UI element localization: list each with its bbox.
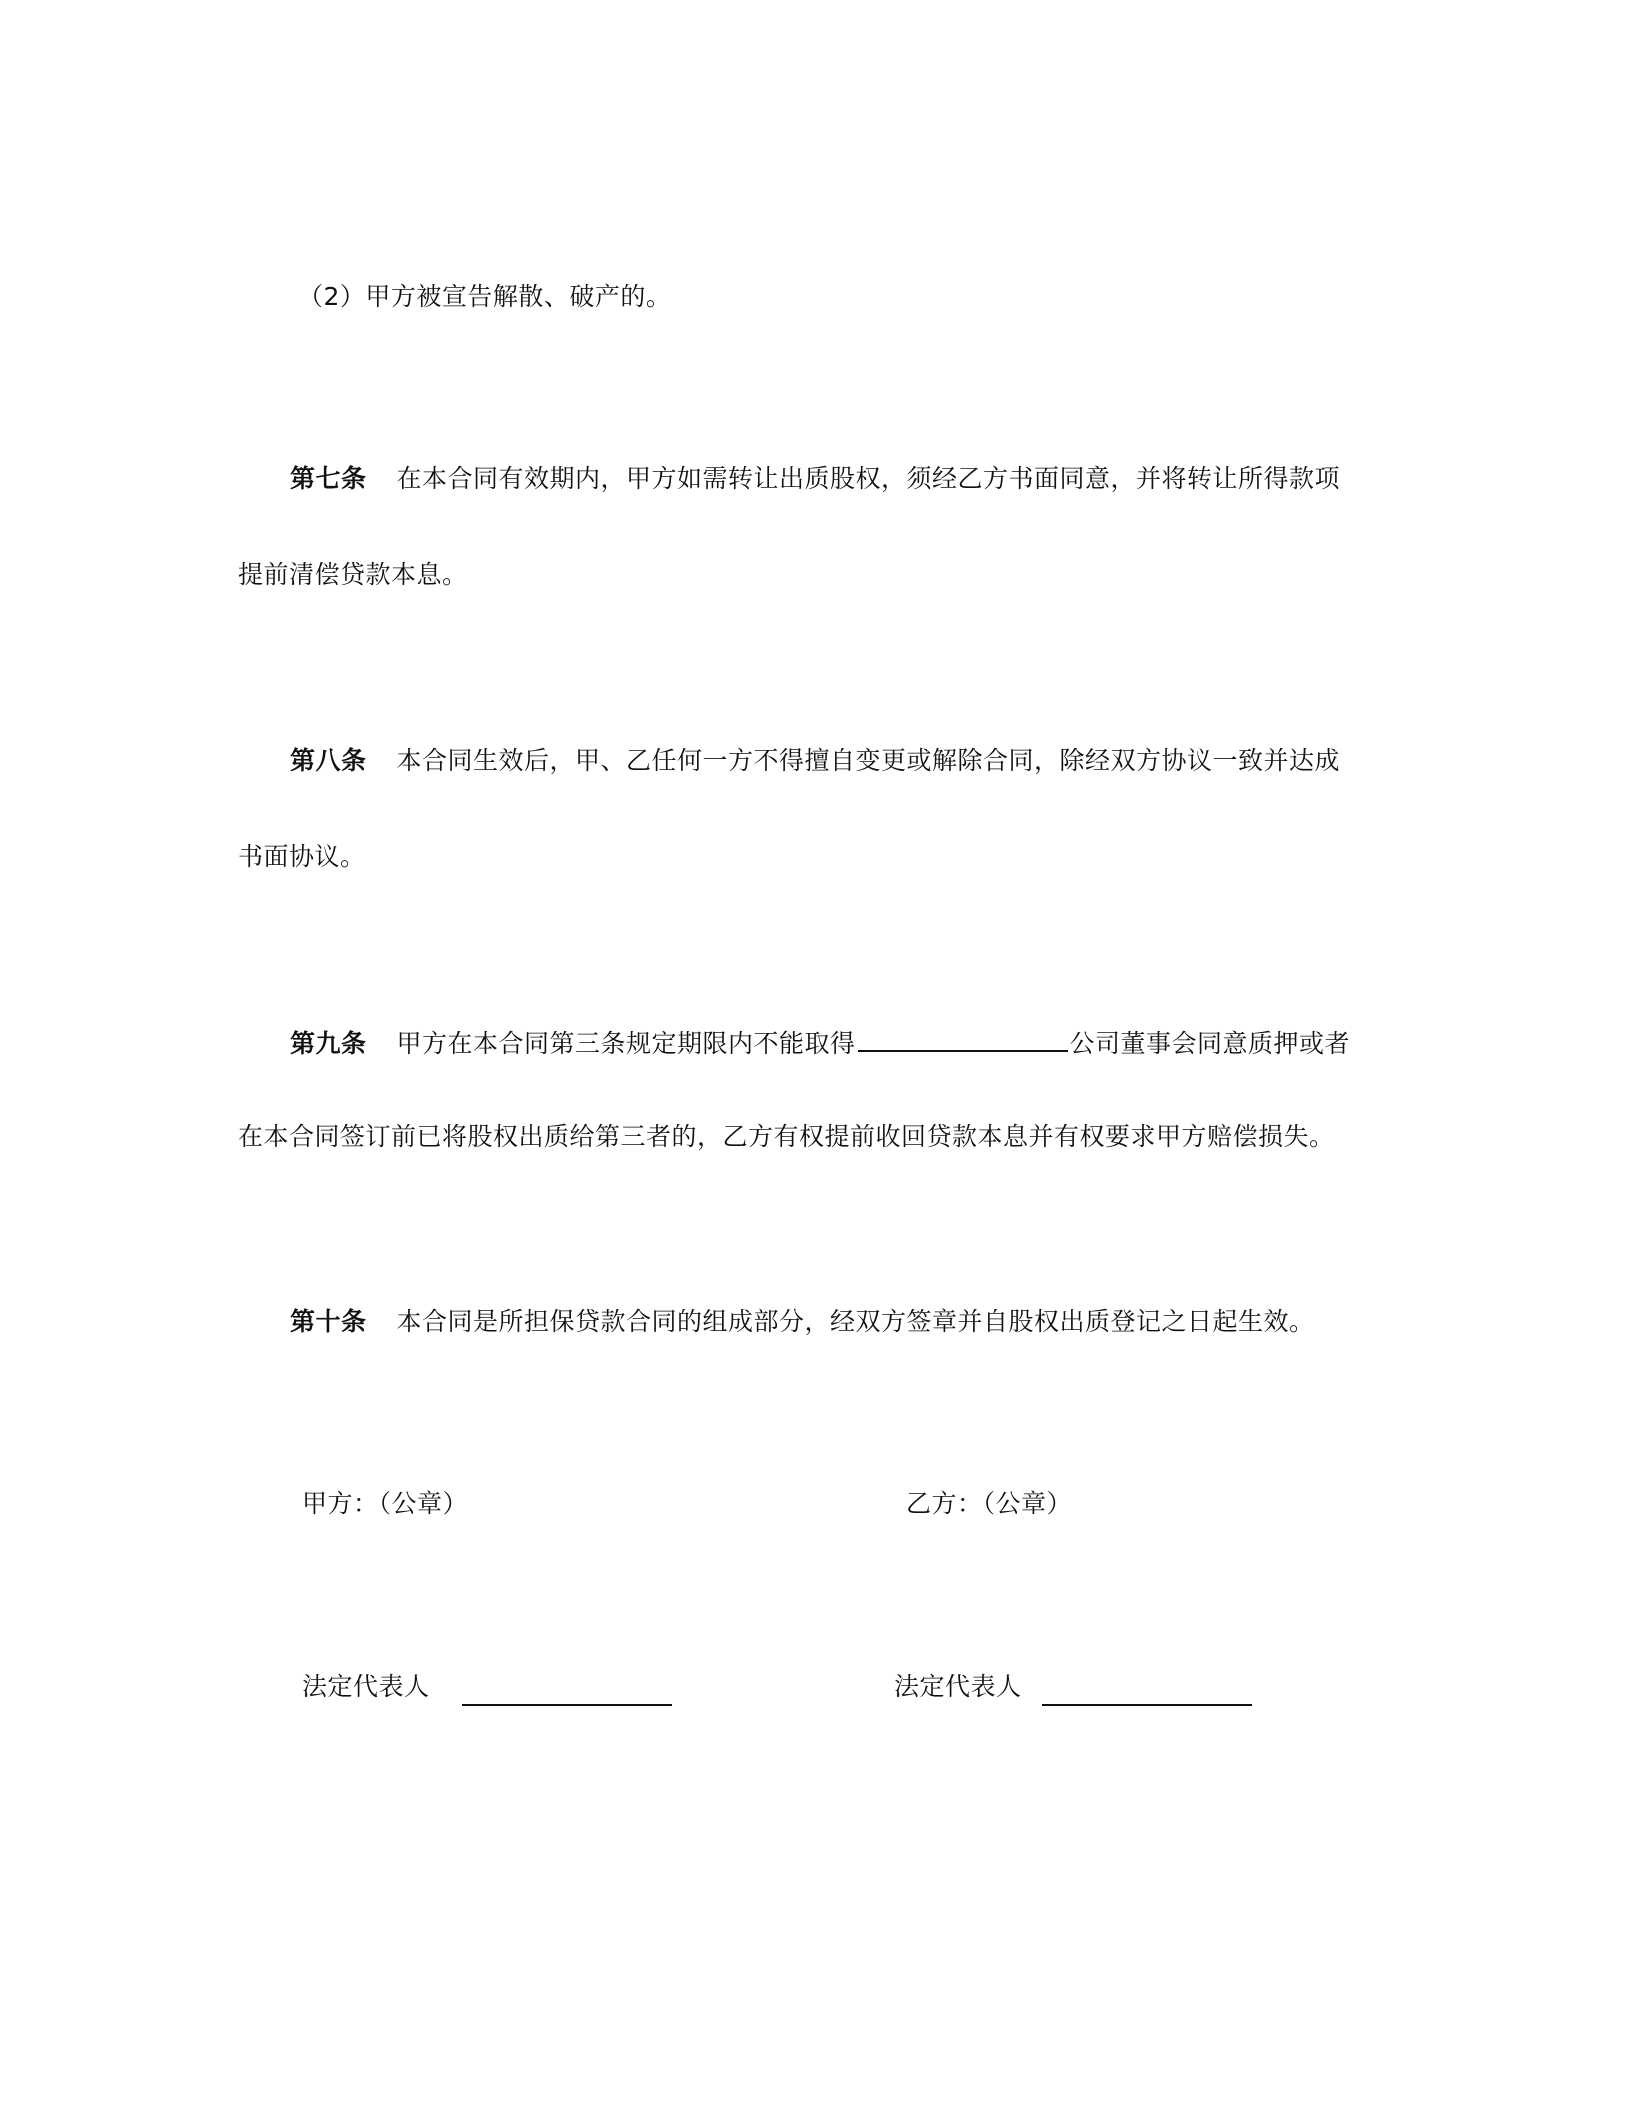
article-9-text-1a: 甲方在本合同第三条规定期限内不能取得 [396, 1029, 856, 1058]
article-8-line-2: 书面协议。 [238, 842, 366, 871]
party-b-rep-label: 法定代表人 [894, 1672, 1022, 1701]
article-9-text-1b: 公司董事会同意质押或者 [1069, 1029, 1351, 1058]
article-9-heading: 第九条 [290, 1029, 367, 1058]
article-7-line-1 [290, 462, 1340, 496]
article-7-line-2: 提前清偿贷款本息。 [238, 560, 468, 589]
party-b-seal: 乙方：（公章） [906, 1489, 1073, 1518]
article-8-heading: 第八条 [290, 746, 367, 775]
article-10-text-1: 本合同是所担保贷款合同的组成部分，经双方签章并自股权出质登记之日起生效。 [396, 1307, 1315, 1336]
party-b-rep-signature-line [1042, 1702, 1252, 1706]
article-7-heading: 第七条 [290, 464, 367, 493]
clause-item-2: （2）甲方被宣告解散、破产的。 [298, 282, 672, 311]
company-name-blank [858, 1024, 1068, 1052]
party-a-rep-signature-line [462, 1702, 672, 1706]
article-9-line-2: 在本合同签订前已将股权出质给第三者的，乙方有权提前收回贷款本息并有权要求甲方赔偿损失。 [238, 1122, 1335, 1151]
party-a-rep-label: 法定代表人 [302, 1672, 430, 1701]
article-10-line-1 [290, 1305, 1315, 1339]
article-10-heading: 第十条 [290, 1307, 367, 1336]
article-7-text-1: 在本合同有效期内，甲方如需转让出质股权，须经乙方书面同意，并将转让所得款项 [396, 464, 1341, 493]
article-9-line-1 [290, 1024, 1350, 1061]
article-8-line-1 [290, 744, 1340, 778]
article-8-text-1: 本合同生效后，甲、乙任何一方不得擅自变更或解除合同，除经双方协议一致并达成 [396, 746, 1341, 775]
party-a-seal: 甲方：（公章） [302, 1489, 469, 1518]
